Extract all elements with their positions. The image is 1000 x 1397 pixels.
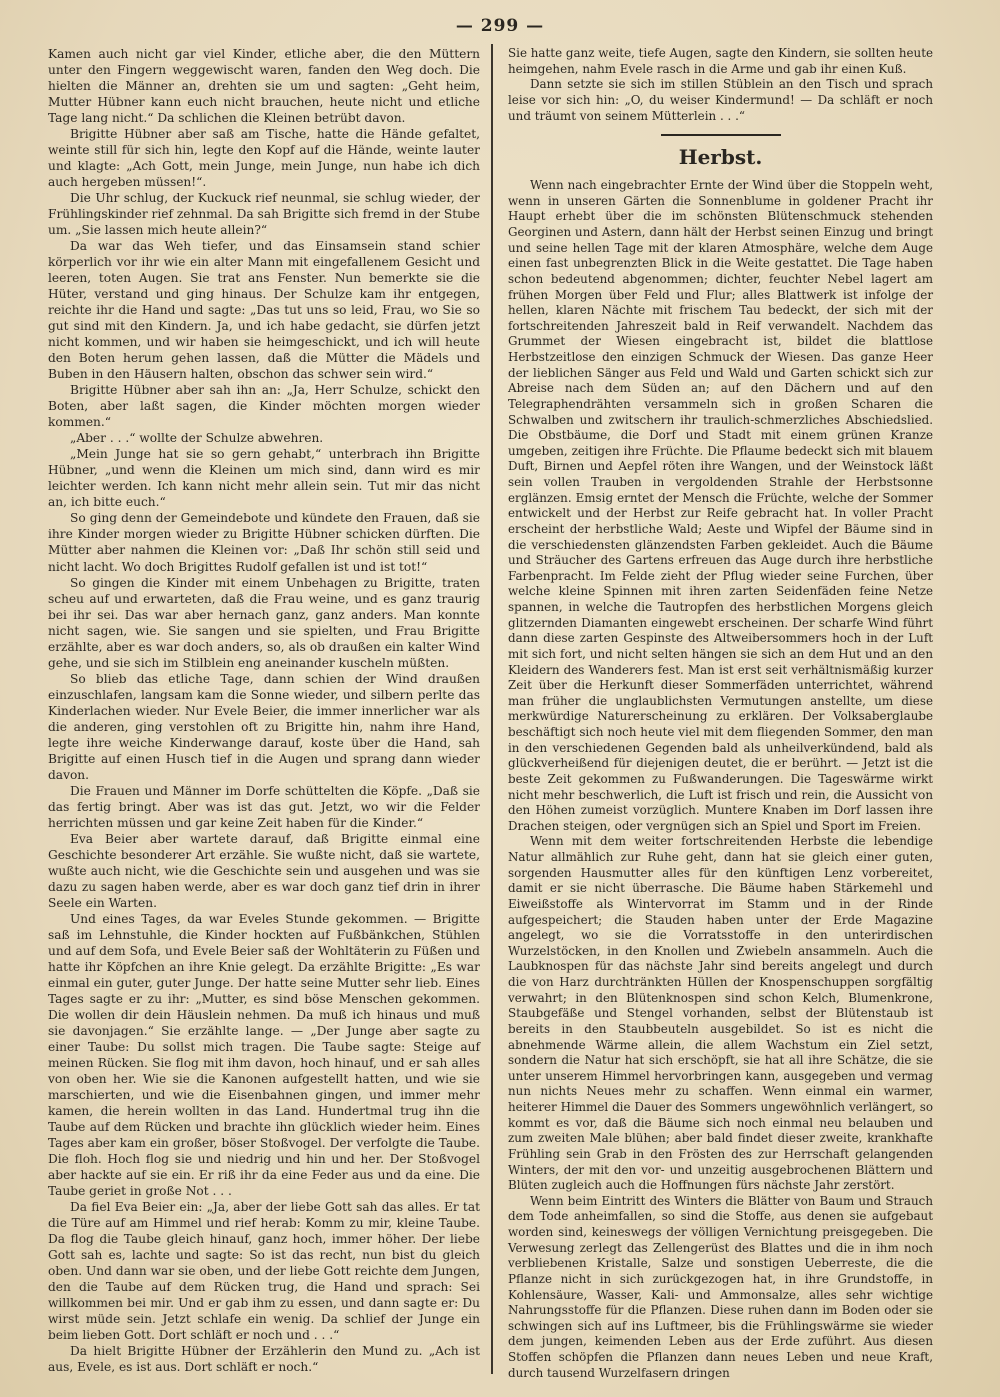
paragraph: Wenn nach eingebrachter Ernte der Wind über die Stoppeln weht, wenn in unseren Gärten die Sonnenblume in goldener Pracht ihr Haupt erhebt über die im schönsten Blütenschmuck stehenden Georginen und Astern, dann hält der Herbst seinen Einzug und bringt und seine hellen Tage mit der klaren Atmosphäre, welche dem Auge einen fast unbegrenzten Blick in die Weite gestattet. Die Tage haben schon bedeutend abgenommen; dichter, feuchter Nebel lagert am frühen Morgen über Feld und Flur; alles Blattwerk ist infolge der hellen, klaren Nächte mit frischem Tau bedeckt, der sich mit der fortschreitenden Jahreszeit bald in Reif verwandelt. Nachdem das Grummet der Wiesen eingebracht ist, bildet die blattlose Herbstzeitlose den einzigen Schmuck der Wiesen. Das ganze Heer der lieblichen Sänger aus Feld und Wald und Garten schickt sich zur Abreise nach dem Süden an; auf den Dächern und auf den Telegraphendrähten versammeln sich in großen Scharen die Schwalben und zwitschern ihr traulich-schmerzliches Abschiedslied. Die Obstbäume, die Dorf und Stadt mit einem grünen Kranze umgeben, zeitigen ihre Früchte. Die Pflaume bedeckt sich mit blauem Duft, Birnen und Aepfel röten ihre Wangen, und der Weinstock läßt sein vollen Trauben in vergoldenden Strahle der Herbstsonne erglänzen. Emsig erntet der Mensch die Früchte, welche der Sommer entwickelt und der Herbst zur Reife gebracht hat. In voller Pracht erscheint der herbstliche Wald; Aeste und Wipfel der Bäume sind in die verschiedensten glänzendsten Farben gekleidet. Auch die Bäume und Sträucher des Gartens erfreuen das Auge durch ihre herbstliche Farbenpracht. Im Felde zieht der Pflug wieder seine Furchen, über welche kleine Spinnen mit ihren zarten Seidenfäden feine Netze spannen, in welche die Tautropfen des herbstlichen Morgens gleich glitzernden Diamanten eingewebt erscheinen. Der scharfe Wind führt dann diese zarten Gespinste des Altweibersommers hoch in der Luft mit sich fort, und nicht selten hängen sie sich an dem Hut und an den Kleidern des Wanderers fest. Man ist erst seit verhältnismäßig kurzer Zeit über die Herkunft dieser Sommerfäden unterrichtet, während man früher die unglaublichsten Vermutungen anstellte, um diese merkwürdige Naturerscheinung zu erklären. Der Volksaberglaube beschäftigt sich noch heute viel mit dem fliegenden Sommer, den man in den verschiedenen Gegenden bald als unheilverkündend, bald als glückverheißend für diejenigen deutet, die er berührt. — Jetzt ist die beste Zeit gekommen zu Fußwanderungen. Die Tageswärme wirkt nicht mehr beschwerlich, die Luft ist frisch und rein, die Aussicht von den Höhen zumeist vorzüglich. Muntere Knaben im Dorf lassen ihre Drachen steigen, oder vergnügen sich an Spiel und Sport im Freien. [508,178,933,833]
right-column [508,46,933,1381]
paragraph: So ging denn der Gemeindebote und kündete den Frauen, daß sie ihre Kinder morgen wieder zu Brigitte Hübner schicken dürften. Die Mütter aber nahmen die Kleinen vor: „Daß Ihr schön still seid und nicht lacht. Wo doch Brigittes Rudolf gefallen ist und ist tot!“ [48,511,480,574]
paragraph: Dann setzte sie sich im stillen Stüblein an den Tisch und sprach leise vor sich hin: „O, du weiser Kindermund! — Da schläft er noch und träumt von seinem Mütterlein . . .“ [508,77,933,123]
paragraph: So blieb das etliche Tage, dann schien der Wind draußen einzuschlafen, langsam kam die Sonne wieder, und silbern perlte das Kinderlachen wieder. Nur Evele Beier, die immer innerlicher war als die anderen, ging verstohlen oft zu Brigitte hin, nahm ihre Hand, legte ihre weiche Kinderwange darauf, koste über die Hand, sah Brigitte auf einen Husch tief in die Augen und sprang dann wieder davon. [48,671,480,782]
paragraph: Eva Beier aber wartete darauf, daß Brigitte einmal eine Geschichte besonderer Art erzähle. Sie wußte nicht, daß sie wartete, wußte auch nicht, wie die Geschichte sein und ausgehen und was sie dazu zu sagen haben werde, aber es war doch ganz tief drin in ihrer Seele ein Warten. [48,831,480,910]
paragraph: Die Uhr schlug, der Kuckuck rief neunmal, sie schlug wieder, der Frühlingskinder rief zehnmal. Da sah Brigitte sich fremd in der Stube um. „Sie lassen mich heute allein?“ [48,191,480,238]
paragraph: Brigitte Hübner aber saß am Tische, hatte die Hände gefaltet, weinte still für sich hin, legte den Kopf auf die Hände, weinte lauter und klagte: „Ach Gott, mein Junge, mein Junge, nun habe ich dich auch hergeben müssen!“. [48,127,480,190]
paragraph: Wenn mit dem weiter fortschreitenden Herbste die lebendige Natur allmählich zur Ruhe geht, dann hat sie gleich einer guten, sorgenden Hausmutter alles für den künftigen Lenz vorbereitet, damit er sie nicht überrasche. Die Bäume haben Stärkemehl und Eiweißstoffe als Wintervorrat im Stamm und in der Rinde aufgespeichert; die Stauden haben unter der Erde Magazine angelegt, wo sie die Vorratsstoffe in den unterirdischen Wurzelstöcken, in den Knollen und Zwiebeln ansammeln. Auch die Laubknospen für das nächste Jahr sind bereits angelegt und durch die von Harz durchtränkten Hüllen der Knospenschuppen sorgfältig verwahrt; in den Blütenknospen sind schon Kelch, Blumenkrone, Staubgefäße und Stengel vorhanden, selbst der Blütenstaub ist bereits in den Staubbeuteln ausgebildet. So ist es nicht die abnehmende Wärme allein, die allem Wachstum ein Ziel setzt, sondern die Natur hat sich erschöpft, sie hat all ihre Schätze, die sie unter unserem Himmel hervorbringen kann, ausgegeben und vermag nun nichts Neues mehr zu schaffen. Wenn einmal ein warmer, heiterer Himmel die Dauer des Sommers ungewöhnlich verlängert, so kommt es vor, daß die Bäume sich noch einmal neu belauben und zum zweiten Male blühen; aber bald findet dieser zweite, krankhafte Frühling sein Grab in den Frösten des zur Herrschaft gelangenden Winters, der mit den vor- und unzeitig ausgebrochenen Blättern und Blüten zugleich auch die Hoffnungen fürs nächste Jahr zerstört. [508,834,933,1193]
paragraph: Wenn beim Eintritt des Winters die Blätter von Baum und Strauch dem Tode anheimfallen, so sind die Stoffe, aus denen sie aufgebaut worden sind, keineswegs der völligen Vernichtung preisgegeben. Die Verwesung zerlegt das Zellengerüst des Blattes und die in ihm noch verbliebenen Kristalle, Salze und sonstigen Ueberreste, die die Pflanze nicht in sich zurückgezogen hat, in ihre Grundstoffe, in Kohlensäure, Wasser, Kali- und Ammonsalze, alles sehr wichtige Nahrungsstoffe für die Pflanzen. Diese ruhen dann im Boden oder sie schwingen sich auf ins Luftmeer, bis die Frühlingswärme sie wieder dem jungen, keimenden Leben aus der Erde zuführt. Aus diesen Stoffen schöpfen die Pflanzen dann neues Leben und neue Kraft, durch tausend Wurzelfasern dringen [508,1193,933,1380]
paragraph: „Mein Junge hat sie so gern gehabt,“ unterbrach ihn Brigitte Hübner, „und wenn die Kleinen um mich sind, dann wird es mir leichter werden. Ich kann nicht mehr allein sein. Tut mir das nicht an, ich bitte euch.“ [48,447,480,510]
paragraph: „Aber . . .“ wollte der Schulze abwehren. [70,431,324,446]
paragraph: Brigitte Hübner aber sah ihn an: „Ja, Herr Schulze, schickt den Boten, aber laßt sagen, die Kinder möchten morgen wieder kommen.“ [48,383,480,430]
section-separator [661,134,781,136]
paragraph: Da fiel Eva Beier ein: „Ja, aber der liebe Gott sah das alles. Er tat die Türe auf am Himmel und rief herab: Komm zu mir, kleine Taube. Da flog die Taube gleich hinauf, ganz hoch, immer höher. Der liebe Gott sah es, lachte und sagte: So ist das recht, nun bist du gleich oben. Und dann war sie oben, und der liebe Gott reichte dem Jungen, den die Taube auf dem Rücken trug, die Hand und sprach: Sei willkommen bei mir. Und er gab ihm zu essen, und dann sagte er: Du wirst müde sein. Jetzt schlafe ein wenig. Da schlief der Junge ein beim lieben Gott. Dort schläft er noch und . . .“ [48,1200,480,1343]
article-headline: Herbst. [678,145,763,170]
paragraph: Sie hatte ganz weite, tiefe Augen, sagte den Kindern, sie sollten heute heimgehen, nahm Evele rasch in die Arme und gab ihr einen Kuß. [508,46,934,76]
paragraph: Und eines Tages, da war Eveles Stunde gekommen. — Brigitte saß im Lehnstuhle, die Kinder hockten auf Fußbänkchen, Stühlen und auf dem Sofa, und Evele Beier saß der Wohltäterin zu Füßen und hatte ihr Köpfchen an ihre Knie gelegt. Da erzählte Brigitte: „Es war einmal ein guter, guter Junge. Der hatte seine Mutter sehr lieb. Eines Tages sagte er zu ihr: „Mutter, es sind böse Menschen gekommen. Die wollen dir dein Häuslein nehmen. Da muß ich hinaus und muß sie davonjagen.“ Sie erzählte lange. — „Der Junge aber sagte zu einer Taube: Du sollst mich tragen. Die Taube sagte: Steige auf meinen Rücken. Sie flog mit ihm davon, hoch hinauf, und er sah alles von oben her. Wie sie die Kanonen aufgestellt hatten, und wie sie marschierten, und wie die Eisenbahnen gingen, und immer mehr kamen, die herein wollten in das Land. Hundertmal trug ihn die Taube auf dem Rücken und brachte ihn glücklich wieder heim. Eines Tages aber kam ein großer, böser Stoßvogel. Der verfolgte die Taube. Die floh. Hoch flog sie und niedrig und hin und her. Der Stoßvogel aber hackte auf sie ein. Er riß ihr da eine Feder aus und da eine. Die Taube geriet in große Not . . . [48,911,480,1199]
left-column [48,46,480,1375]
paragraph: So gingen die Kinder mit einem Unbehagen zu Brigitte, traten scheu auf und erwarteten, daß die Frau weine, und es ganz traurig bei ihr sei. Das war aber hernach ganz, ganz anders. Man konnte nicht sagen, wie. Sie sangen und sie spielten, und Frau Brigitte erzählte, aber es war doch anders, so, als ob draußen ein kalter Wind gehe, und sie sich im Stilblein eng aneinander kuscheln müßten. [48,575,480,670]
paragraph: Die Frauen und Männer im Dorfe schüttelten die Köpfe. „Daß sie das fertig bringt. Aber was ist das gut. Jetzt, wo wir die Felder herrichten müssen und gar keine Zeit haben für die Kinder.“ [48,783,480,830]
paragraph: Da war das Weh tiefer, und das Einsamsein stand schier körperlich vor ihr wie ein alter Mann mit eingefallenem Gesicht und leeren, toten Augen. Sie trat ans Fenster. Nun bemerkte sie die Hüter, verstand und ging hinaus. Der Schulze kam ihr entgegen, reichte ihr die Hand und sagte: „Das tut uns so leid, Frau, wo Sie so gut sind mit den Kindern. Ja, und ich habe gedacht, sie dürfen jetzt nicht kommen, und wir haben sie heimgeschickt, und ich will heute den Boten herum gehen lassen, daß die Mütter die Mädels und Buben in den Häusern halten, obschon das schwer sein wird.“ [48,239,480,382]
page-number: — 299 — [455,16,545,36]
paragraph: Kamen auch nicht gar viel Kinder, etliche aber, die den Müttern unter den Fingern weggewischt waren, fanden den Weg doch. Die hielten die Männer an, drehten sie um und sagten: „Geht heim, Mutter Hübner kann euch nicht brauchen, heute nicht und etliche Tage lang nicht.“ Da schlichen die Kleinen betrübt davon. [48,47,480,126]
column-divider [491,44,493,1374]
paragraph: Da hielt Brigitte Hübner der Erzählerin den Mund zu. „Ach ist aus, Evele, es ist aus. Dort schläft er noch.“ [48,1344,480,1375]
